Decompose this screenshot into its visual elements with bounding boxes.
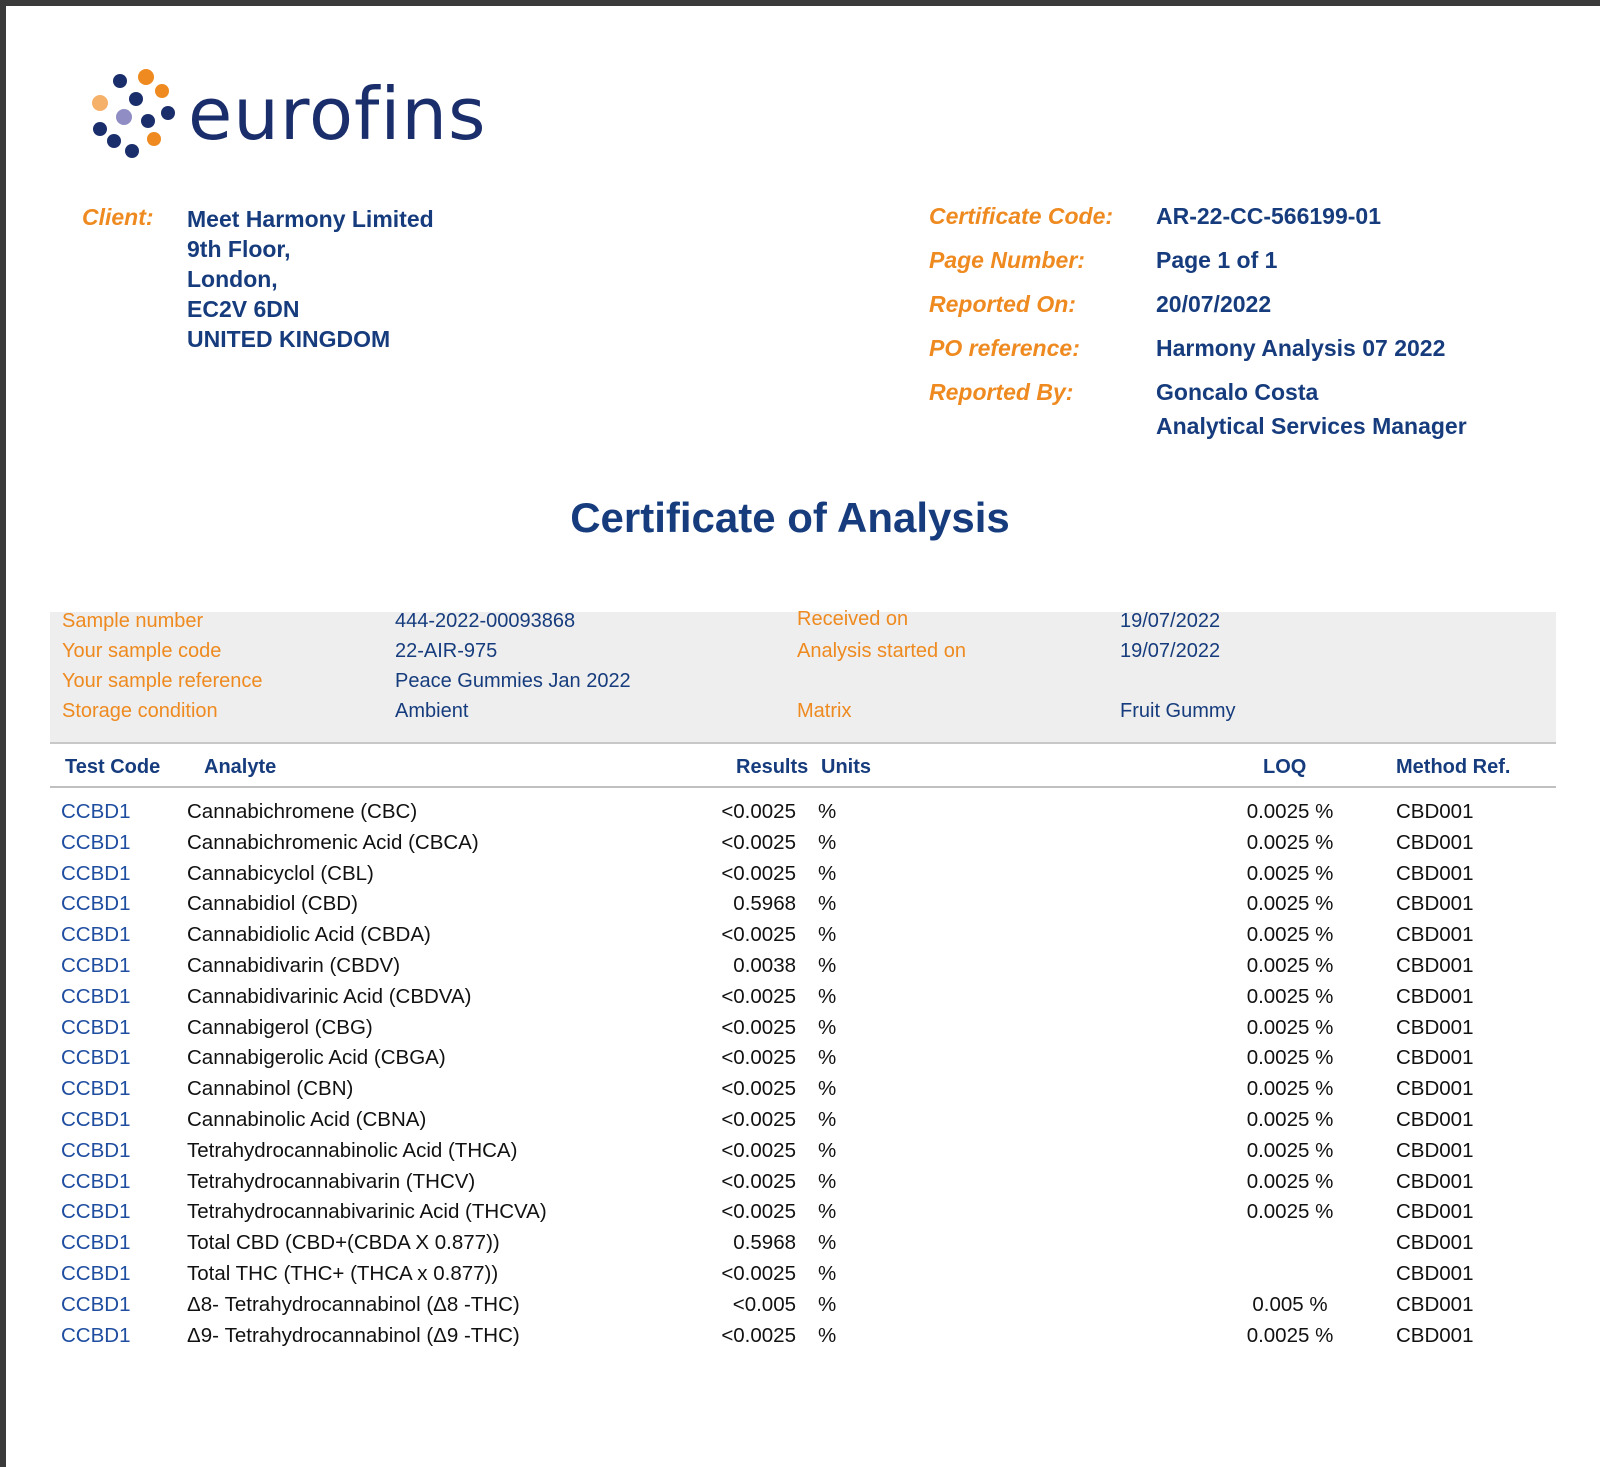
method-ref-cell: CBD001 bbox=[1396, 953, 1474, 977]
analyte-cell: Cannabidivarinic Acid (CBDVA) bbox=[187, 984, 472, 1008]
storage-condition-label: Storage condition bbox=[62, 700, 218, 722]
result-cell: <0.0025 bbox=[721, 830, 796, 854]
loq-cell: 0.0025 % bbox=[1246, 953, 1334, 977]
test-code-cell: CCBD1 bbox=[61, 1261, 131, 1285]
method-ref-cell: CBD001 bbox=[1396, 800, 1474, 823]
client-address-line: UNITED KINGDOM bbox=[187, 326, 391, 352]
test-code-cell: CCBD1 bbox=[61, 1015, 131, 1039]
analyte-cell: Tetrahydrocannabinolic Acid (THCA) bbox=[187, 1138, 518, 1162]
method-ref-cell: CBD001 bbox=[1396, 1231, 1474, 1255]
result-cell: <0.0025 bbox=[721, 1261, 796, 1285]
table-row bbox=[0, 1260, 1600, 1291]
method-ref-cell: CBD001 bbox=[1396, 1169, 1474, 1193]
method-ref-cell: CBD001 bbox=[1396, 861, 1474, 885]
units-cell: % bbox=[818, 953, 837, 977]
result-cell: <0.0025 bbox=[721, 1046, 796, 1070]
method-ref-cell: CBD001 bbox=[1396, 1200, 1474, 1224]
test-code-cell: CCBD1 bbox=[61, 1107, 131, 1131]
analyte-cell: Cannabinolic Acid (CBNA) bbox=[187, 1107, 427, 1131]
result-cell: <0.0025 bbox=[721, 984, 796, 1008]
analyte-cell: Cannabichromenic Acid (CBCA) bbox=[187, 830, 479, 854]
analyte-cell: Δ8- Tetrahydrocannabinol (Δ8 -THC) bbox=[187, 1292, 520, 1316]
eurofins-logo-icon bbox=[88, 69, 176, 159]
table-row bbox=[0, 798, 1600, 829]
test-code-cell: CCBD1 bbox=[61, 830, 131, 854]
units-cell: % bbox=[818, 1077, 837, 1101]
analyte-cell: Tetrahydrocannabivarinic Acid (THCVA) bbox=[187, 1200, 547, 1224]
result-cell: <0.0025 bbox=[721, 1077, 796, 1101]
header-analyte: Analyte bbox=[204, 756, 277, 778]
loq-cell: 0.0025 % bbox=[1246, 861, 1334, 885]
matrix-label: Matrix bbox=[797, 700, 852, 722]
test-code-cell: CCBD1 bbox=[61, 1200, 131, 1224]
units-cell: % bbox=[818, 830, 837, 854]
method-ref-cell: CBD001 bbox=[1396, 1323, 1474, 1347]
header-units: Units bbox=[821, 756, 871, 778]
units-cell: % bbox=[818, 1292, 837, 1316]
test-code-cell: CCBD1 bbox=[61, 1169, 131, 1193]
eurofins-logo bbox=[88, 66, 487, 162]
units-cell: % bbox=[818, 1015, 837, 1039]
header-results: Results bbox=[736, 756, 809, 778]
your-sample-reference-label: Your sample reference bbox=[62, 670, 263, 692]
test-code-cell: CCBD1 bbox=[61, 892, 131, 916]
results-table-header bbox=[50, 748, 1556, 788]
method-ref-cell: CBD001 bbox=[1396, 1015, 1474, 1039]
reported-by-value: Goncalo Costa bbox=[1156, 379, 1319, 405]
reported-by-label: Reported By: bbox=[929, 379, 1074, 405]
storage-condition-value: Ambient bbox=[395, 700, 469, 722]
result-cell: <0.0025 bbox=[721, 923, 796, 947]
units-cell: % bbox=[818, 1323, 837, 1347]
loq-cell: 0.0025 % bbox=[1246, 1107, 1334, 1131]
analysis-started-label: Analysis started on bbox=[797, 640, 966, 662]
loq-cell: 0.0025 % bbox=[1246, 800, 1334, 823]
method-ref-cell: CBD001 bbox=[1396, 923, 1474, 947]
received-on-label: Received on bbox=[797, 608, 909, 630]
test-code-cell: CCBD1 bbox=[61, 1231, 131, 1255]
table-row bbox=[0, 860, 1600, 891]
analyte-cell: Total CBD (CBD+(CBDA X 0.877)) bbox=[187, 1231, 500, 1255]
table-row bbox=[0, 1075, 1600, 1106]
analyte-cell: Cannabidiol (CBD) bbox=[187, 892, 358, 916]
analyte-cell: Cannabidiolic Acid (CBDA) bbox=[187, 923, 431, 947]
test-code-cell: CCBD1 bbox=[61, 861, 131, 885]
method-ref-cell: CBD001 bbox=[1396, 1261, 1474, 1285]
method-ref-cell: CBD001 bbox=[1396, 1107, 1474, 1131]
result-cell: 0.5968 bbox=[733, 892, 796, 916]
analysis-started-value: 19/07/2022 bbox=[1120, 640, 1221, 662]
received-on-value: 19/07/2022 bbox=[1120, 610, 1221, 632]
analyte-cell: Cannabinol (CBN) bbox=[187, 1077, 354, 1101]
your-sample-code-value: 22-AIR-975 bbox=[395, 640, 498, 662]
page-number-value: Page 1 of 1 bbox=[1156, 247, 1278, 273]
units-cell: % bbox=[818, 861, 837, 885]
reported-by-title: Analytical Services Manager bbox=[1156, 413, 1467, 439]
page-number-label: Page Number: bbox=[929, 247, 1085, 273]
table-row bbox=[0, 1322, 1600, 1353]
client-address-line: London, bbox=[187, 266, 278, 292]
certificate-meta-values bbox=[1156, 202, 1467, 446]
loq-cell: 0.0025 % bbox=[1246, 1077, 1334, 1101]
units-cell: % bbox=[818, 1107, 837, 1131]
client-name: Meet Harmony Limited bbox=[187, 206, 434, 232]
loq-cell: 0.0025 % bbox=[1246, 1138, 1334, 1162]
result-cell: 0.5968 bbox=[733, 1231, 796, 1255]
loq-cell: 0.0025 % bbox=[1246, 1015, 1334, 1039]
units-cell: % bbox=[818, 1046, 837, 1070]
table-row bbox=[0, 890, 1600, 921]
result-cell: <0.0025 bbox=[721, 861, 796, 885]
units-cell: % bbox=[818, 984, 837, 1008]
analyte-cell: Cannabichromene (CBC) bbox=[187, 800, 418, 823]
analyte-cell: Total THC (THC+ (THCA x 0.877)) bbox=[187, 1261, 499, 1285]
client-address bbox=[187, 204, 434, 354]
table-row bbox=[0, 1137, 1600, 1168]
loq-cell: 0.0025 % bbox=[1246, 892, 1334, 916]
loq-cell: 0.0025 % bbox=[1246, 830, 1334, 854]
table-row bbox=[0, 1229, 1600, 1260]
eurofins-wordmark: eurofins bbox=[188, 72, 487, 156]
certificate-meta-labels bbox=[929, 202, 1113, 422]
your-sample-code-label: Your sample code bbox=[62, 640, 222, 662]
certificate-code-label: Certificate Code: bbox=[929, 203, 1114, 229]
analyte-cell: Δ9- Tetrahydrocannabinol (Δ9 -THC) bbox=[187, 1323, 520, 1347]
table-row bbox=[0, 1106, 1600, 1137]
test-code-cell: CCBD1 bbox=[61, 923, 131, 947]
loq-cell: 0.005 % bbox=[1252, 1292, 1328, 1316]
reported-on-value: 20/07/2022 bbox=[1156, 291, 1272, 317]
table-row bbox=[0, 1014, 1600, 1045]
table-row bbox=[0, 1291, 1600, 1322]
result-cell: <0.0025 bbox=[721, 1107, 796, 1131]
loq-cell: 0.0025 % bbox=[1246, 923, 1334, 947]
reported-on-label: Reported On: bbox=[929, 291, 1076, 317]
result-cell: <0.0025 bbox=[721, 1323, 796, 1347]
loq-cell: 0.0025 % bbox=[1246, 984, 1334, 1008]
test-code-cell: CCBD1 bbox=[61, 953, 131, 977]
units-cell: % bbox=[818, 1169, 837, 1193]
sample-number-value: 444-2022-00093868 bbox=[395, 610, 576, 632]
table-row bbox=[0, 1168, 1600, 1199]
units-cell: % bbox=[818, 1261, 837, 1285]
method-ref-cell: CBD001 bbox=[1396, 1046, 1474, 1070]
po-reference-label: PO reference: bbox=[929, 335, 1080, 361]
loq-cell: 0.0025 % bbox=[1246, 1323, 1334, 1347]
result-cell: <0.0025 bbox=[721, 1138, 796, 1162]
table-row bbox=[0, 921, 1600, 952]
loq-cell: 0.0025 % bbox=[1246, 1046, 1334, 1070]
test-code-cell: CCBD1 bbox=[61, 1323, 131, 1347]
analyte-cell: Cannabigerol (CBG) bbox=[187, 1015, 373, 1039]
matrix-value: Fruit Gummy bbox=[1120, 700, 1236, 722]
sample-info-panel bbox=[50, 608, 1556, 744]
test-code-cell: CCBD1 bbox=[61, 1046, 131, 1070]
method-ref-cell: CBD001 bbox=[1396, 1077, 1474, 1101]
test-code-cell: CCBD1 bbox=[61, 1138, 131, 1162]
method-ref-cell: CBD001 bbox=[1396, 892, 1474, 916]
header-method-ref: Method Ref. bbox=[1396, 756, 1511, 778]
method-ref-cell: CBD001 bbox=[1396, 1138, 1474, 1162]
header-loq: LOQ bbox=[1263, 756, 1307, 778]
units-cell: % bbox=[818, 800, 837, 823]
page-title: Certificate of Analysis bbox=[570, 494, 1010, 541]
sample-number-label: Sample number bbox=[62, 610, 204, 632]
certificate-code-value: AR-22-CC-566199-01 bbox=[1156, 203, 1381, 229]
client-label: Client: bbox=[82, 204, 154, 230]
analyte-cell: Cannabigerolic Acid (CBGA) bbox=[187, 1046, 446, 1070]
analyte-cell: Tetrahydrocannabivarin (THCV) bbox=[187, 1169, 476, 1193]
method-ref-cell: CBD001 bbox=[1396, 984, 1474, 1008]
header-test-code: Test Code bbox=[65, 756, 161, 778]
test-code-cell: CCBD1 bbox=[61, 984, 131, 1008]
units-cell: % bbox=[818, 923, 837, 947]
result-cell: <0.005 bbox=[732, 1292, 796, 1316]
table-row bbox=[0, 983, 1600, 1014]
units-cell: % bbox=[818, 892, 837, 916]
po-reference-value: Harmony Analysis 07 2022 bbox=[1156, 335, 1446, 361]
test-code-cell: CCBD1 bbox=[61, 800, 131, 823]
units-cell: % bbox=[818, 1231, 837, 1255]
units-cell: % bbox=[818, 1138, 837, 1162]
result-cell: <0.0025 bbox=[721, 800, 796, 823]
loq-cell: 0.0025 % bbox=[1246, 1169, 1334, 1193]
table-row bbox=[0, 1198, 1600, 1229]
results-table-body bbox=[0, 798, 1600, 1352]
table-row bbox=[0, 1044, 1600, 1075]
analyte-cell: Cannabicyclol (CBL) bbox=[187, 861, 374, 885]
result-cell: <0.0025 bbox=[721, 1015, 796, 1039]
test-code-cell: CCBD1 bbox=[61, 1077, 131, 1101]
result-cell: <0.0025 bbox=[721, 1200, 796, 1224]
client-address-line: 9th Floor, bbox=[187, 236, 291, 262]
method-ref-cell: CBD001 bbox=[1396, 1292, 1474, 1316]
table-row bbox=[0, 829, 1600, 860]
client-address-line: EC2V 6DN bbox=[187, 296, 300, 322]
test-code-cell: CCBD1 bbox=[61, 1292, 131, 1316]
loq-cell: 0.0025 % bbox=[1246, 1200, 1334, 1224]
method-ref-cell: CBD001 bbox=[1396, 830, 1474, 854]
result-cell: 0.0038 bbox=[733, 953, 796, 977]
table-row bbox=[0, 952, 1600, 983]
analyte-cell: Cannabidivarin (CBDV) bbox=[187, 953, 401, 977]
your-sample-reference-value: Peace Gummies Jan 2022 bbox=[395, 670, 631, 692]
window-frame-top bbox=[0, 0, 1600, 6]
units-cell: % bbox=[818, 1200, 837, 1224]
result-cell: <0.0025 bbox=[721, 1169, 796, 1193]
